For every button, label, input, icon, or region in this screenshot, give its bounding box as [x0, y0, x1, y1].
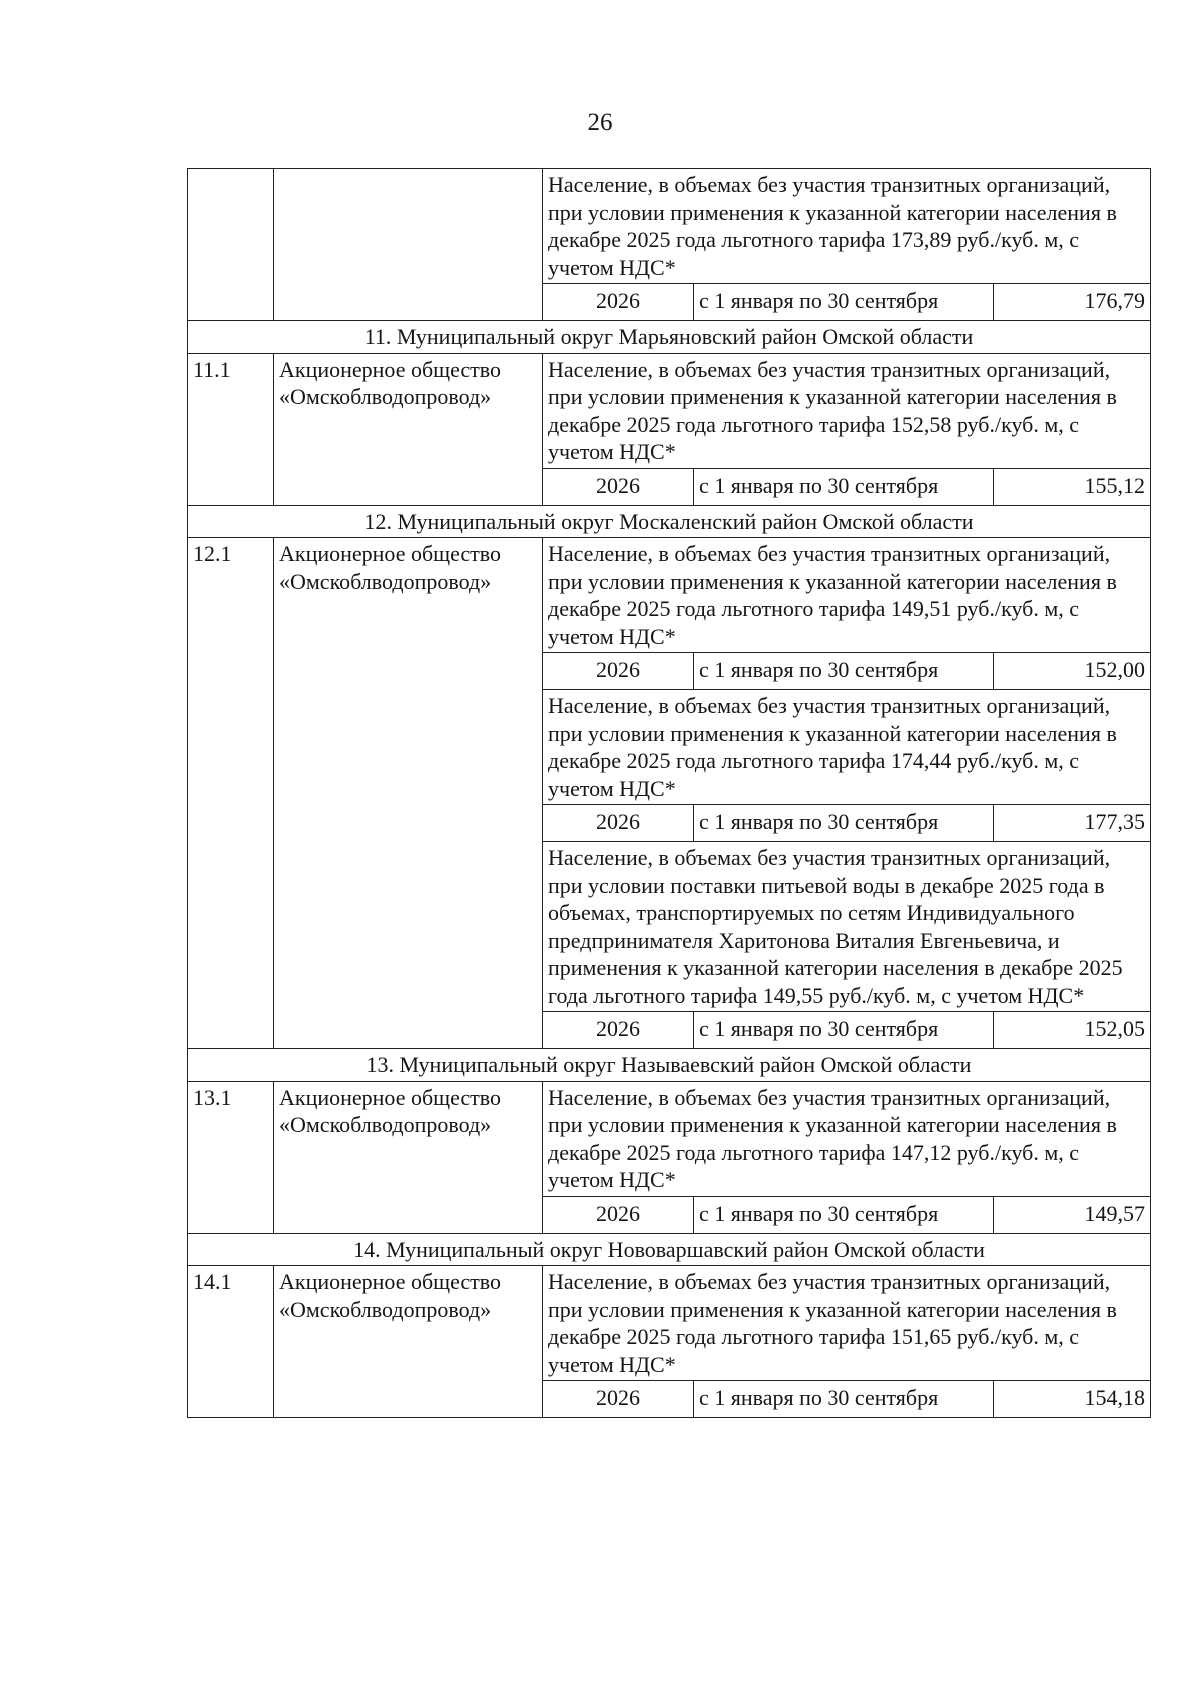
table-row [188, 538, 1151, 653]
category-description: Население, в объемах без участия транзитных организаций, при условии применения к указанной категории населения в декабре 2025 года льготного тарифа 173,89 руб./куб. м, с учетом НДС* [543, 169, 1151, 284]
period-cell: с 1 января по 30 сентября [694, 284, 994, 321]
period-cell: с 1 января по 30 сентября [694, 653, 994, 690]
category-description: Население, в объемах без участия транзитных организаций, при условии применения к указанной категории населения в декабре 2025 года льготного тарифа 147,12 руб./куб. м, с учетом НДС* [543, 1081, 1151, 1196]
period-cell: с 1 января по 30 сентября [694, 1012, 994, 1049]
table-row [188, 353, 1151, 468]
year-cell: 2026 [543, 653, 694, 690]
tariff-value: 152,00 [994, 653, 1151, 690]
tariff-value: 152,05 [994, 1012, 1151, 1049]
item-number: 13.1 [188, 1081, 274, 1233]
organization-name: Акционерное общество «Омскоблводопровод» [274, 353, 543, 505]
table-row [188, 1081, 1151, 1196]
category-description: Население, в объемах без участия транзитных организаций, при условии поставки питьевой воды в декабре 2025 года в объемах, транспортируемых по сетям Индивидуального предпринимателя Харитонова Виталия Евгеньевича, и применения к указанной категории населения в декабре 2025 года льготного тарифа 149,55 руб./куб. м, с учетом НДС* [543, 842, 1151, 1012]
year-cell: 2026 [543, 1196, 694, 1233]
table-row [188, 1266, 1151, 1381]
tariff-value: 154,18 [994, 1381, 1151, 1418]
item-number: 11.1 [188, 353, 274, 505]
tariff-value: 149,57 [994, 1196, 1151, 1233]
section-header-row [188, 1233, 1151, 1266]
item-number: 12.1 [188, 538, 274, 1049]
section-header-row [188, 505, 1151, 538]
section-title: 14. Муниципальный округ Нововаршавский район Омской области [188, 1233, 1151, 1266]
organization-name: Акционерное общество «Омскоблводопровод» [274, 1081, 543, 1233]
tariff-value: 177,35 [994, 805, 1151, 842]
year-cell: 2026 [543, 1381, 694, 1418]
year-cell: 2026 [543, 284, 694, 321]
category-description: Население, в объемах без участия транзитных организаций, при условии применения к указанной категории населения в декабре 2025 года льготного тарифа 152,58 руб./куб. м, с учетом НДС* [543, 353, 1151, 468]
num-cell [188, 169, 274, 321]
section-title: 12. Муниципальный округ Москаленский район Омской области [188, 505, 1151, 538]
organization-name: Акционерное общество «Омскоблводопровод» [274, 538, 543, 1049]
period-cell: с 1 января по 30 сентября [694, 805, 994, 842]
section-header-row [188, 1049, 1151, 1082]
category-description: Население, в объемах без участия транзитных организаций, при условии применения к указанной категории населения в декабре 2025 года льготного тарифа 149,51 руб./куб. м, с учетом НДС* [543, 538, 1151, 653]
tariff-table [187, 168, 1151, 1418]
tariff-value: 176,79 [994, 284, 1151, 321]
page-number: 26 [587, 109, 613, 136]
period-cell: с 1 января по 30 сентября [694, 1196, 994, 1233]
category-description: Население, в объемах без участия транзитных организаций, при условии применения к указанной категории населения в декабре 2025 года льготного тарифа 151,65 руб./куб. м, с учетом НДС* [543, 1266, 1151, 1381]
table-row [188, 169, 1151, 284]
category-description: Население, в объемах без участия транзитных организаций, при условии применения к указанной категории населения в декабре 2025 года льготного тарифа 174,44 руб./куб. м, с учетом НДС* [543, 690, 1151, 805]
year-cell: 2026 [543, 1012, 694, 1049]
section-title: 11. Муниципальный округ Марьяновский район Омской области [188, 321, 1151, 354]
year-cell: 2026 [543, 805, 694, 842]
section-title: 13. Муниципальный округ Называевский район Омской области [188, 1049, 1151, 1082]
organization-name: Акционерное общество «Омскоблводопровод» [274, 1266, 543, 1418]
section-header-row [188, 321, 1151, 354]
org-cell [274, 169, 543, 321]
period-cell: с 1 января по 30 сентября [694, 1381, 994, 1418]
item-number: 14.1 [188, 1266, 274, 1418]
year-cell: 2026 [543, 468, 694, 505]
period-cell: с 1 января по 30 сентября [694, 468, 994, 505]
tariff-value: 155,12 [994, 468, 1151, 505]
